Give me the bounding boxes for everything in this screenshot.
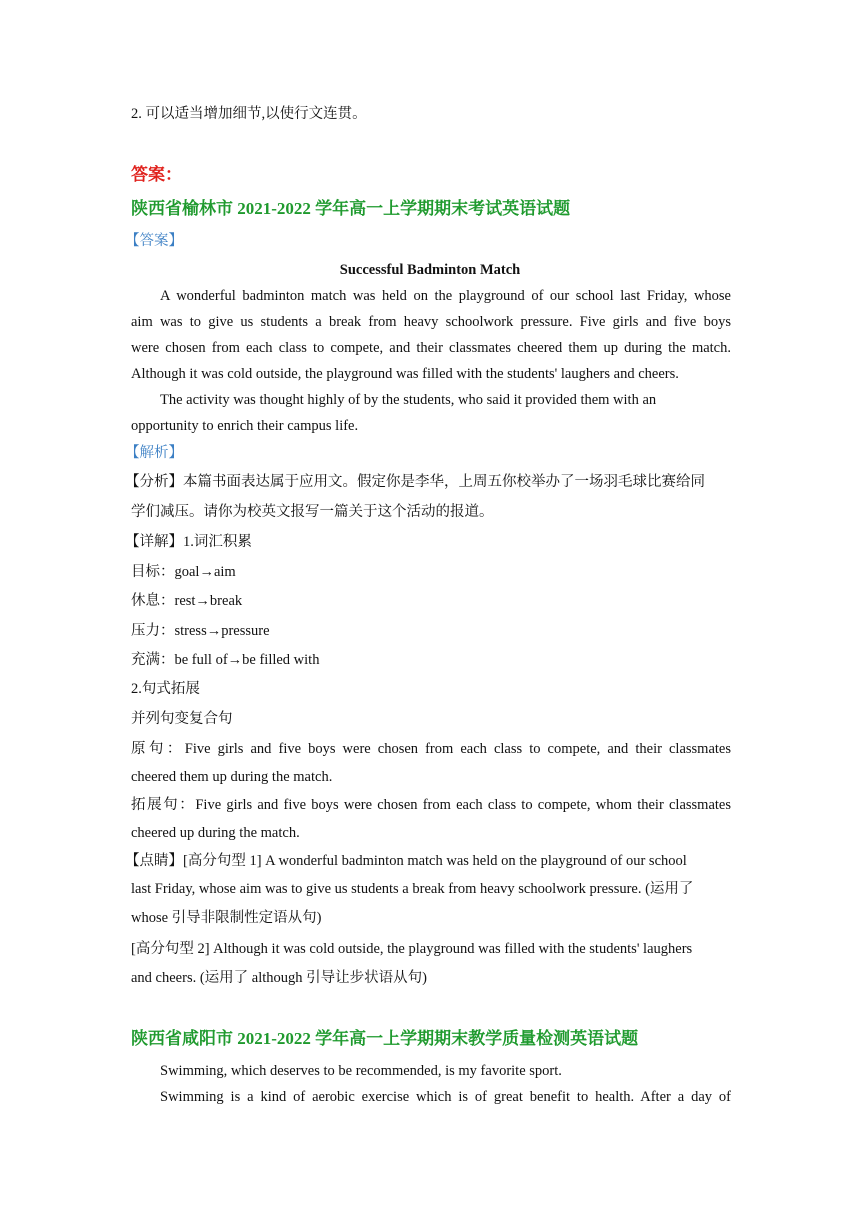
vocab-item: 充满：be full of→be filled with [131, 652, 320, 668]
essay-line: The activity was thought highly of by the students, who said it provided them with an [160, 392, 657, 408]
analysis-text: 学们减压。请你为校英文报写一篇关于这个活动的报道。 [131, 504, 494, 520]
essay-line: Swimming is a kind of aerobic exercise which is of great benefit to health. After a day of [160, 1089, 731, 1105]
essay-line: opportunity to enrich their campus life. [131, 418, 359, 434]
vocab-item: 休息：rest→break [131, 593, 243, 609]
essay-line: Swimming, which deserves to be recommended, is my favorite sport. [160, 1063, 562, 1079]
answer-label: 答案： [131, 165, 182, 184]
detail-heading: 【详解】1.词汇积累 [125, 534, 252, 550]
essay-line: A wonderful badminton match was held on the playground of our school last Friday, whose [160, 288, 731, 304]
vocab-item: 压力：stress→pressure [131, 623, 270, 639]
section-heading-yulin: 陕西省榆林市 2021-2022 学年高一上学期期末考试英语试题 [131, 199, 571, 218]
expanded-sentence: cheered up during the match. [131, 825, 300, 841]
sentence-heading: 2.句式拓展 [131, 681, 200, 697]
section-heading-xianyang: 陕西省咸阳市 2021-2022 学年高一上学期期末教学质量检测英语试题 [131, 1029, 639, 1048]
answer-tag: 【答案】 [125, 233, 183, 249]
highlight-text: and cheers. (运用了 although 引导让步状语从句) [131, 970, 427, 986]
essay-line: aim was to give us students a break from heavy schoolwork pressure. Five girls and five boys [131, 314, 731, 330]
analysis-text: 【分析】本篇书面表达属于应用文。假定你是李华，上周五你校举办了一场羽毛球比赛给同 [125, 474, 705, 490]
highlight-text: whose 引导非限制性定语从句) [131, 910, 322, 926]
sentence-subheading: 并列句变复合句 [131, 711, 233, 727]
expanded-sentence: 拓展句：Five girls and five boys were chosen from each class to compete, whom their classmates [131, 797, 731, 813]
essay-title: Successful Badminton Match [339, 262, 521, 278]
highlight-text: [高分句型 2] Although it was cold outside, the playground was filled with the students' laughers [131, 941, 693, 957]
original-sentence: cheered them up during the match. [131, 769, 333, 785]
vocab-item: 目标：goal→aim [131, 564, 236, 580]
highlight-text: last Friday, whose aim was to give us students a break from heavy schoolwork pressure. (运用了 [131, 881, 694, 897]
highlight-text: 【点睛】[高分句型 1] A wonderful badminton match was held on the playground of our school [125, 853, 687, 869]
essay-line: were chosen from each class to compete, and their classmates cheered them up during the match. [131, 340, 731, 356]
essay-line: Although it was cold outside, the playground was filled with the students' laughers and cheers. [131, 366, 679, 382]
requirement-item-2: 2. 可以适当增加细节,以使行文连贯。 [131, 106, 367, 122]
original-sentence: 原句：Five girls and five boys were chosen from each class to compete, and their classmates [131, 741, 731, 757]
analysis-tag: 【解析】 [125, 445, 183, 461]
